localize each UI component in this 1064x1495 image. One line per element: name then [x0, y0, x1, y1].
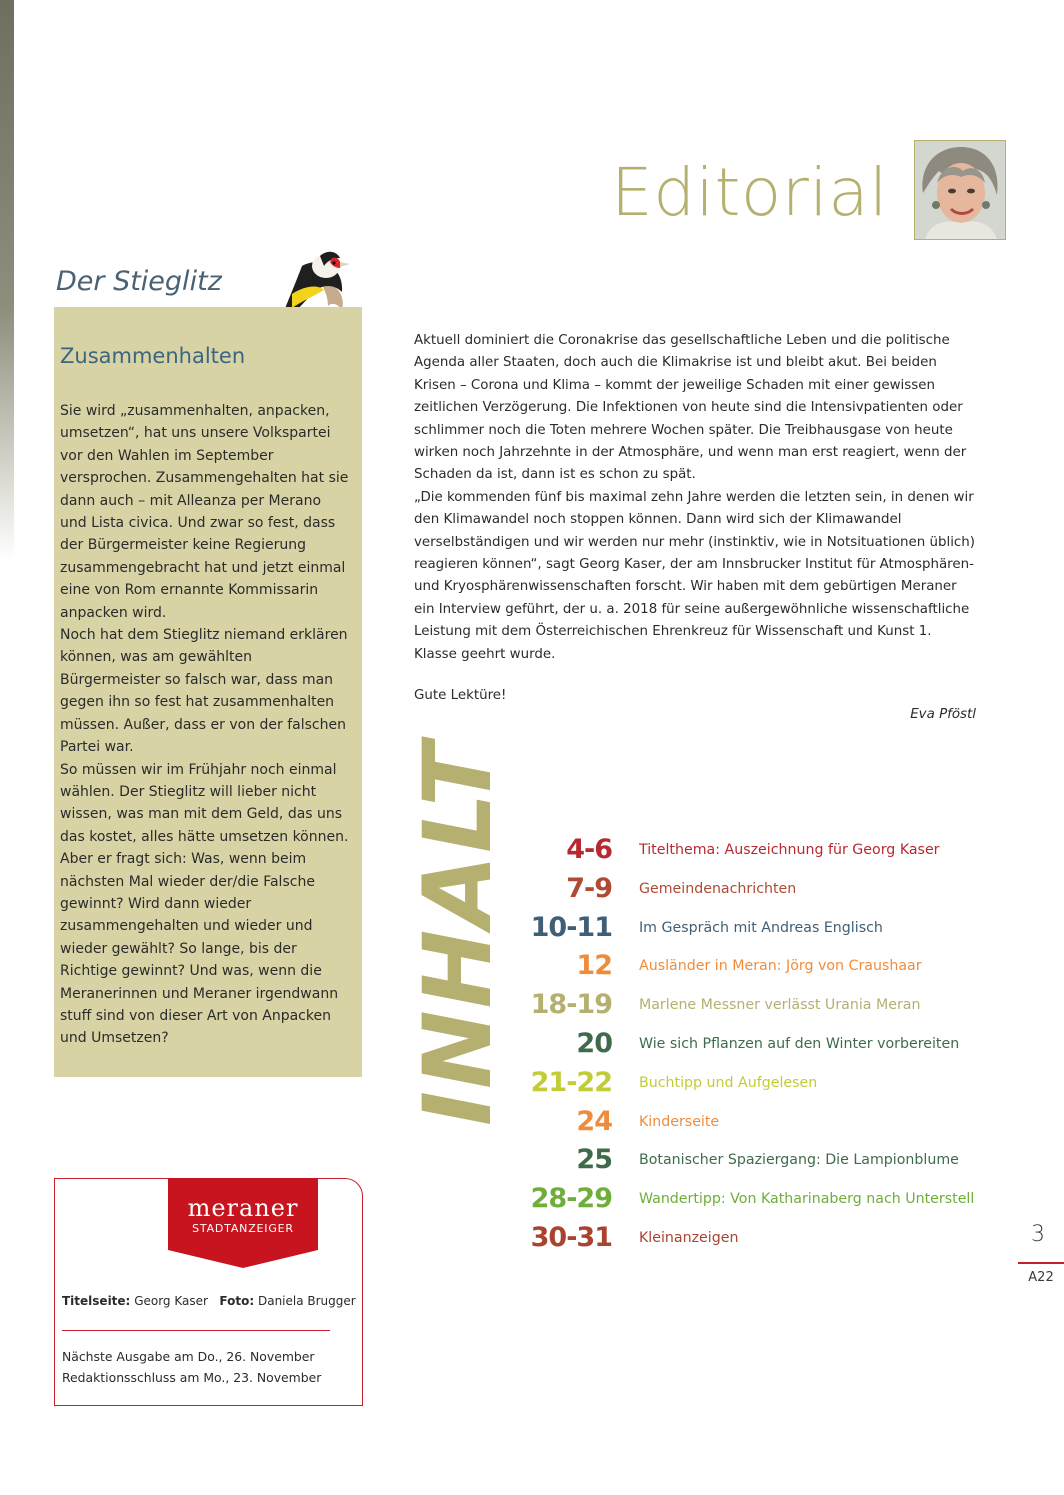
toc-title: Kinderseite [639, 1113, 720, 1130]
toc-page-range: 20 [576, 1027, 612, 1059]
issue-dates [62, 1346, 352, 1388]
toc-title: Wandertipp: Von Katharinaberg nach Unterstell [639, 1191, 975, 1208]
stieglitz-paragraph: Noch hat dem Stieglitz niemand erklären können, was am gewählten Bürgermeister so falsch war, dass man gegen ihn so fest hat zusammenhalten müssen. Außer, dass er von der falschen Partei war. [60, 627, 348, 756]
toc-page-range: 21-22 [530, 1066, 612, 1098]
cover-label: Titelseite: [62, 1294, 131, 1308]
stieglitz-text [60, 400, 352, 1050]
next-issue-line: Nächste Ausgabe am Do., 26. November [62, 1349, 315, 1364]
toc-title: Titelthema: Auszeichnung für Georg Kaser [639, 842, 940, 858]
editorial-greeting: Gute Lektüre! [414, 688, 507, 703]
toc-item [500, 1105, 1000, 1144]
toc-title: Botanischer Spaziergang: Die Lampionblume [639, 1152, 959, 1169]
toc-title: Gemeindenachrichten [639, 880, 797, 897]
toc-item [500, 872, 1000, 911]
editorial-title: Editorial [611, 154, 888, 231]
editorial-paragraph: „Die kommenden fünf bis maximal zehn Jahre werden die letzten sein, in denen wir den Klimawandel noch stoppen können. Dann wird sich der Klimawandel verselbständigen und wir werden nur mehr (instinktiv, wie in Notsituationen üblich) reagieren können“, sagt Georg Kaser, der am Innsbrucker Institut für Atmosphären- und Kryosphärenwissenschaften forscht. Wir haben mit dem gebürtigen Meraner ein Interview geführt, der u. a. 2018 für seine außergewöhnliche wissenschaftliche Leistung mit dem Österreichischen Ehrenkreuz für Wissenschaft und Kunst 1. Klasse geehrt wurde. [414, 489, 975, 662]
editorial-signature: Eva Pföstl [910, 707, 976, 722]
table-of-contents [500, 833, 1000, 1260]
toc-page-range: 4-6 [566, 834, 612, 865]
page-number: 3 [1031, 1222, 1045, 1247]
toc-item [500, 1182, 1000, 1221]
inhalt-heading: INHALT [404, 740, 513, 1126]
toc-page-range: 18-19 [530, 989, 612, 1021]
toc-page-range: 12 [576, 950, 612, 982]
toc-page-range: 10-11 [530, 911, 612, 943]
stieglitz-paragraph: So müssen wir im Frühjahr noch einmal wählen. Der Stieglitz will lieber nicht wissen, was man mit dem Geld, das uns das kostet, alles hätte umsetzen können. Aber er fragt sich: Was, wenn beim nächsten Mal wieder der/die Falsche gewinnt? Wird dann wieder zusammengehalten und wieder und wieder gewählt? So lange, bis der Richtige gewinnt? Und was, wenn die Meranerinnen und Meraner irgendwann stuff sind von dieser Art von Anpacken und Umsetzen? [60, 761, 349, 1047]
toc-title: Wie sich Pflanzen auf den Winter vorbereiten [639, 1035, 960, 1052]
toc-item [500, 833, 1000, 872]
toc-page-range: 30-31 [530, 1221, 612, 1253]
photo-label: Foto: [219, 1294, 255, 1308]
toc-page-range: 7-9 [566, 872, 612, 904]
toc-item [500, 1143, 1000, 1182]
cover-value: Georg Kaser [134, 1294, 208, 1308]
toc-page-range: 24 [576, 1105, 612, 1137]
toc-item [500, 949, 1000, 988]
toc-item [500, 1066, 1000, 1105]
masthead-divider [62, 1330, 330, 1331]
page-number-rule [1018, 1262, 1064, 1264]
toc-title: Marlene Messner verlässt Urania Meran [639, 997, 921, 1014]
toc-item [500, 1221, 1000, 1260]
stieglitz-paragraph: Sie wird „zusammenhalten, anpacken, umsetzen“, hat uns unsere Volkspartei vor den Wahlen im September versprochen. Zusammengehalten hat sie dann auch – mit Alleanza per Merano und Lista civica. Und zwar so fest, dass der Bürgermeister keine Regierung zusammengebracht hat und jetzt einmal eine von Rom ernannte Kommissarin anpacken wird. [60, 403, 349, 621]
column-title: Der Stieglitz [56, 266, 222, 297]
editorial-paragraph: Aktuell dominiert die Coronakrise das gesellschaftliche Leben und die politische Agenda aller Staaten, doch auch die Klimakrise ist und bleibt akut. Bei beiden Krisen – Corona und Klima – kommt der jeweilige Schaden mit einer gewissen zeitlichen Verzögerung. Die Infektionen von heute sind die Intensivpatienten oder schlimmer noch die Toten mehrere Wochen später. Die Treibhausgase von heute wirken noch Jahrzehnte in der Atmosphäre, und wenn man erst reagiert, wenn der Schaden da ist, dann ist es schon zu spät. [414, 333, 967, 483]
toc-title: Im Gespräch mit Andreas Englisch [639, 919, 883, 936]
logo-subtitle: STADTANZEIGER [192, 1222, 294, 1235]
toc-item [500, 1027, 1000, 1066]
edge-gradient-bar [0, 0, 14, 560]
deadline-line: Redaktionsschluss am Mo., 23. November [62, 1370, 322, 1385]
editorial-body [414, 330, 978, 666]
page-code: A22 [1028, 1270, 1054, 1285]
toc-title: Buchtipp und Aufgelesen [639, 1074, 818, 1091]
stieglitz-heading: Zusammenhalten [60, 344, 246, 368]
author-portrait [914, 140, 1006, 240]
toc-title: Ausländer in Meran: Jörg von Craushaar [639, 958, 922, 975]
toc-page-range: 25 [576, 1144, 612, 1176]
toc-item [500, 911, 1000, 950]
toc-page-range: 28-29 [530, 1183, 612, 1215]
toc-title: Kleinanzeigen [639, 1229, 739, 1246]
photo-value: Daniela Brugger [257, 1294, 356, 1308]
cover-credits [62, 1294, 356, 1308]
toc-item [500, 988, 1000, 1027]
logo-wordmark: meraner [187, 1194, 299, 1222]
